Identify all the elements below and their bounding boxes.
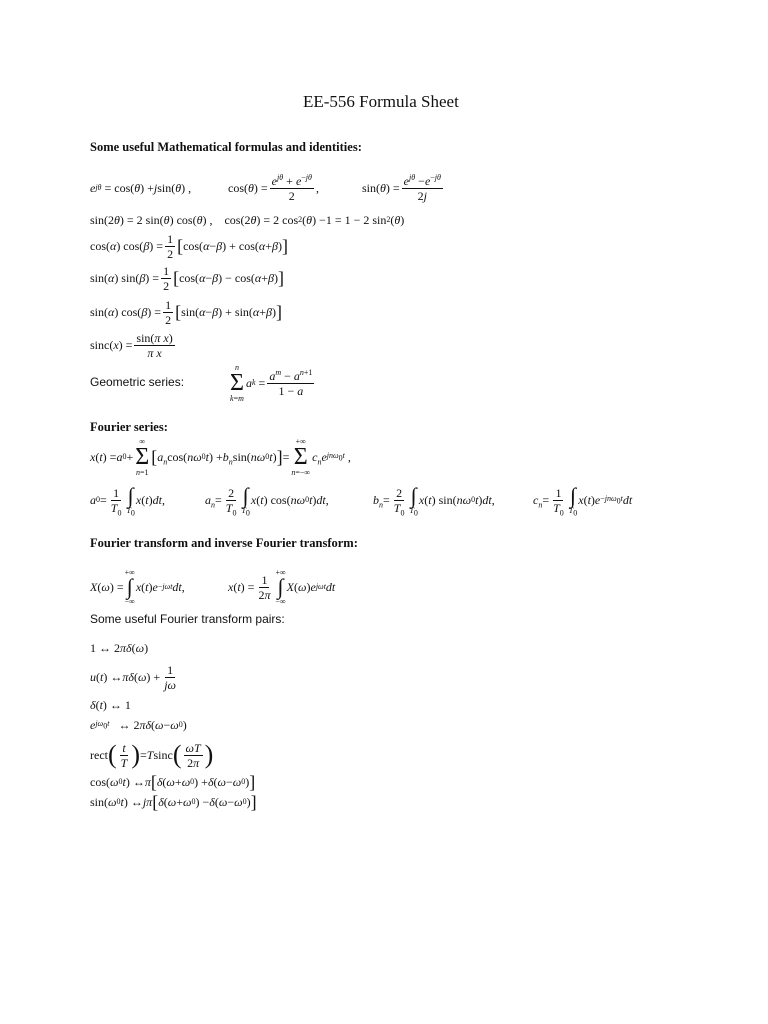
formula-a0: a 0 = $\frac{1}{T_0}$ ∫ $T_0$ x ( t ) dt ,	[90, 482, 165, 518]
formula-geometric-series: n Σ k=m a k = $\frac{a^m - a^{n+1}}{1 - a}$	[230, 363, 313, 403]
formula-fourier-transform: X ( ω ) = +∞ ∫ −∞ x ( t ) e −jωt dt ,	[90, 568, 185, 606]
formula-sinc: sinc( x ) = $\frac{\text{sin(π x)}}{\text{π x}}$	[90, 330, 173, 360]
formula-cos-cos: cos( α ) cos( β ) = $\frac{1}{2}$ [ cos( α − β ) + cos( α + β ) ]	[90, 231, 288, 261]
formula-an: $a_n$ = $\frac{2}{T_0}$ ∫ $T_0$ x ( t ) cos( nω 0 t ) dt ,	[205, 482, 329, 518]
pair-constant: 1 ↔ 2 πδ ( ω )	[90, 641, 149, 655]
fourier-pairs-intro: Some useful Fourier transform pairs:	[90, 612, 285, 626]
formula-bn: $b_n$ = $\frac{2}{T_0}$ ∫ $T_0$ x ( t ) sin( nω 0 t ) dt ,	[373, 482, 495, 518]
section-heading-math: Some useful Mathematical formulas and identities:	[90, 140, 362, 154]
section-heading-fourier-transform: Fourier transform and inverse Fourier transform:	[90, 536, 358, 550]
pair-cosine: cos( ω 0 t ) ↔ π [ δ ( ω + ω 0 ) + δ ( ω − ω 0 ) ]	[90, 772, 256, 792]
formula-sin-euler: sin( θ ) = $\frac{e^{j\theta} -e^{-j\theta}}{2j}$	[362, 172, 441, 203]
pair-complex-exponential: e $j\omega_0t$ ↔ 2 πδ ( ω − ω 0 )	[90, 718, 187, 732]
geometric-series-label: Geometric series:	[90, 375, 185, 389]
formula-sin-cos: sin( α ) cos( β ) = $\frac{1}{2}$ [ sin( α − β ) + sin( α + β ) ]	[90, 297, 282, 327]
formula-cn: $c_n$ = $\frac{1}{T_0}$ ∫ $T_0$ x ( t ) e −jnω$_0$t dt	[533, 482, 633, 518]
formula-inverse-fourier-transform: x ( t ) = $\frac{1}{2\pi}$ +∞ ∫ −∞ X ( ω ) e jωt dt	[228, 568, 336, 606]
formula-sin-sin: sin( α ) sin( β ) = $\frac{1}{2}$ [ cos( α − β ) − cos( α + β ) ]	[90, 263, 284, 293]
formula-fourier-series: x ( t ) = a 0 + ∞ Σ n=1 [ $a_n$ cos( nω 0 t ) + $b_n$ sin( nω 0 t ) ] = +∞ Σ n=−∞ $c_n$ e jnω$_0$t ,	[90, 437, 351, 477]
formula-euler: e jθ = cos( θ ) + j sin( θ ) ,	[90, 181, 192, 195]
pair-sine: sin( ω 0 t ) ↔ jπ [ δ ( ω + ω 0 ) − δ ( ω − ω 0 ) ]	[90, 792, 257, 812]
pair-impulse: δ ( t ) ↔ 1	[90, 698, 131, 712]
formula-double-angle: sin(2 θ ) = 2 sin( θ ) cos( θ ) , cos(2 θ ) = 2 cos 2 ( θ ) −1 = 1 − 2 sin 2 ( θ )	[90, 213, 405, 227]
pair-rect: rect ( $\frac{t}{T}$ ) = T sinc ( $\frac{\omega T}{2\pi}$ )	[90, 740, 214, 770]
formula-cos-euler: cos( θ ) = $\frac{e^{j\theta} + e^{-j\theta}}{2}$ ,	[228, 172, 319, 203]
pair-unit-step: u ( t ) ↔ πδ ( ω ) + $\frac{1}{j\omega}$	[90, 662, 176, 692]
section-heading-fourier-series: Fourier series:	[90, 420, 168, 434]
page-title: EE-556 Formula Sheet	[303, 92, 459, 111]
